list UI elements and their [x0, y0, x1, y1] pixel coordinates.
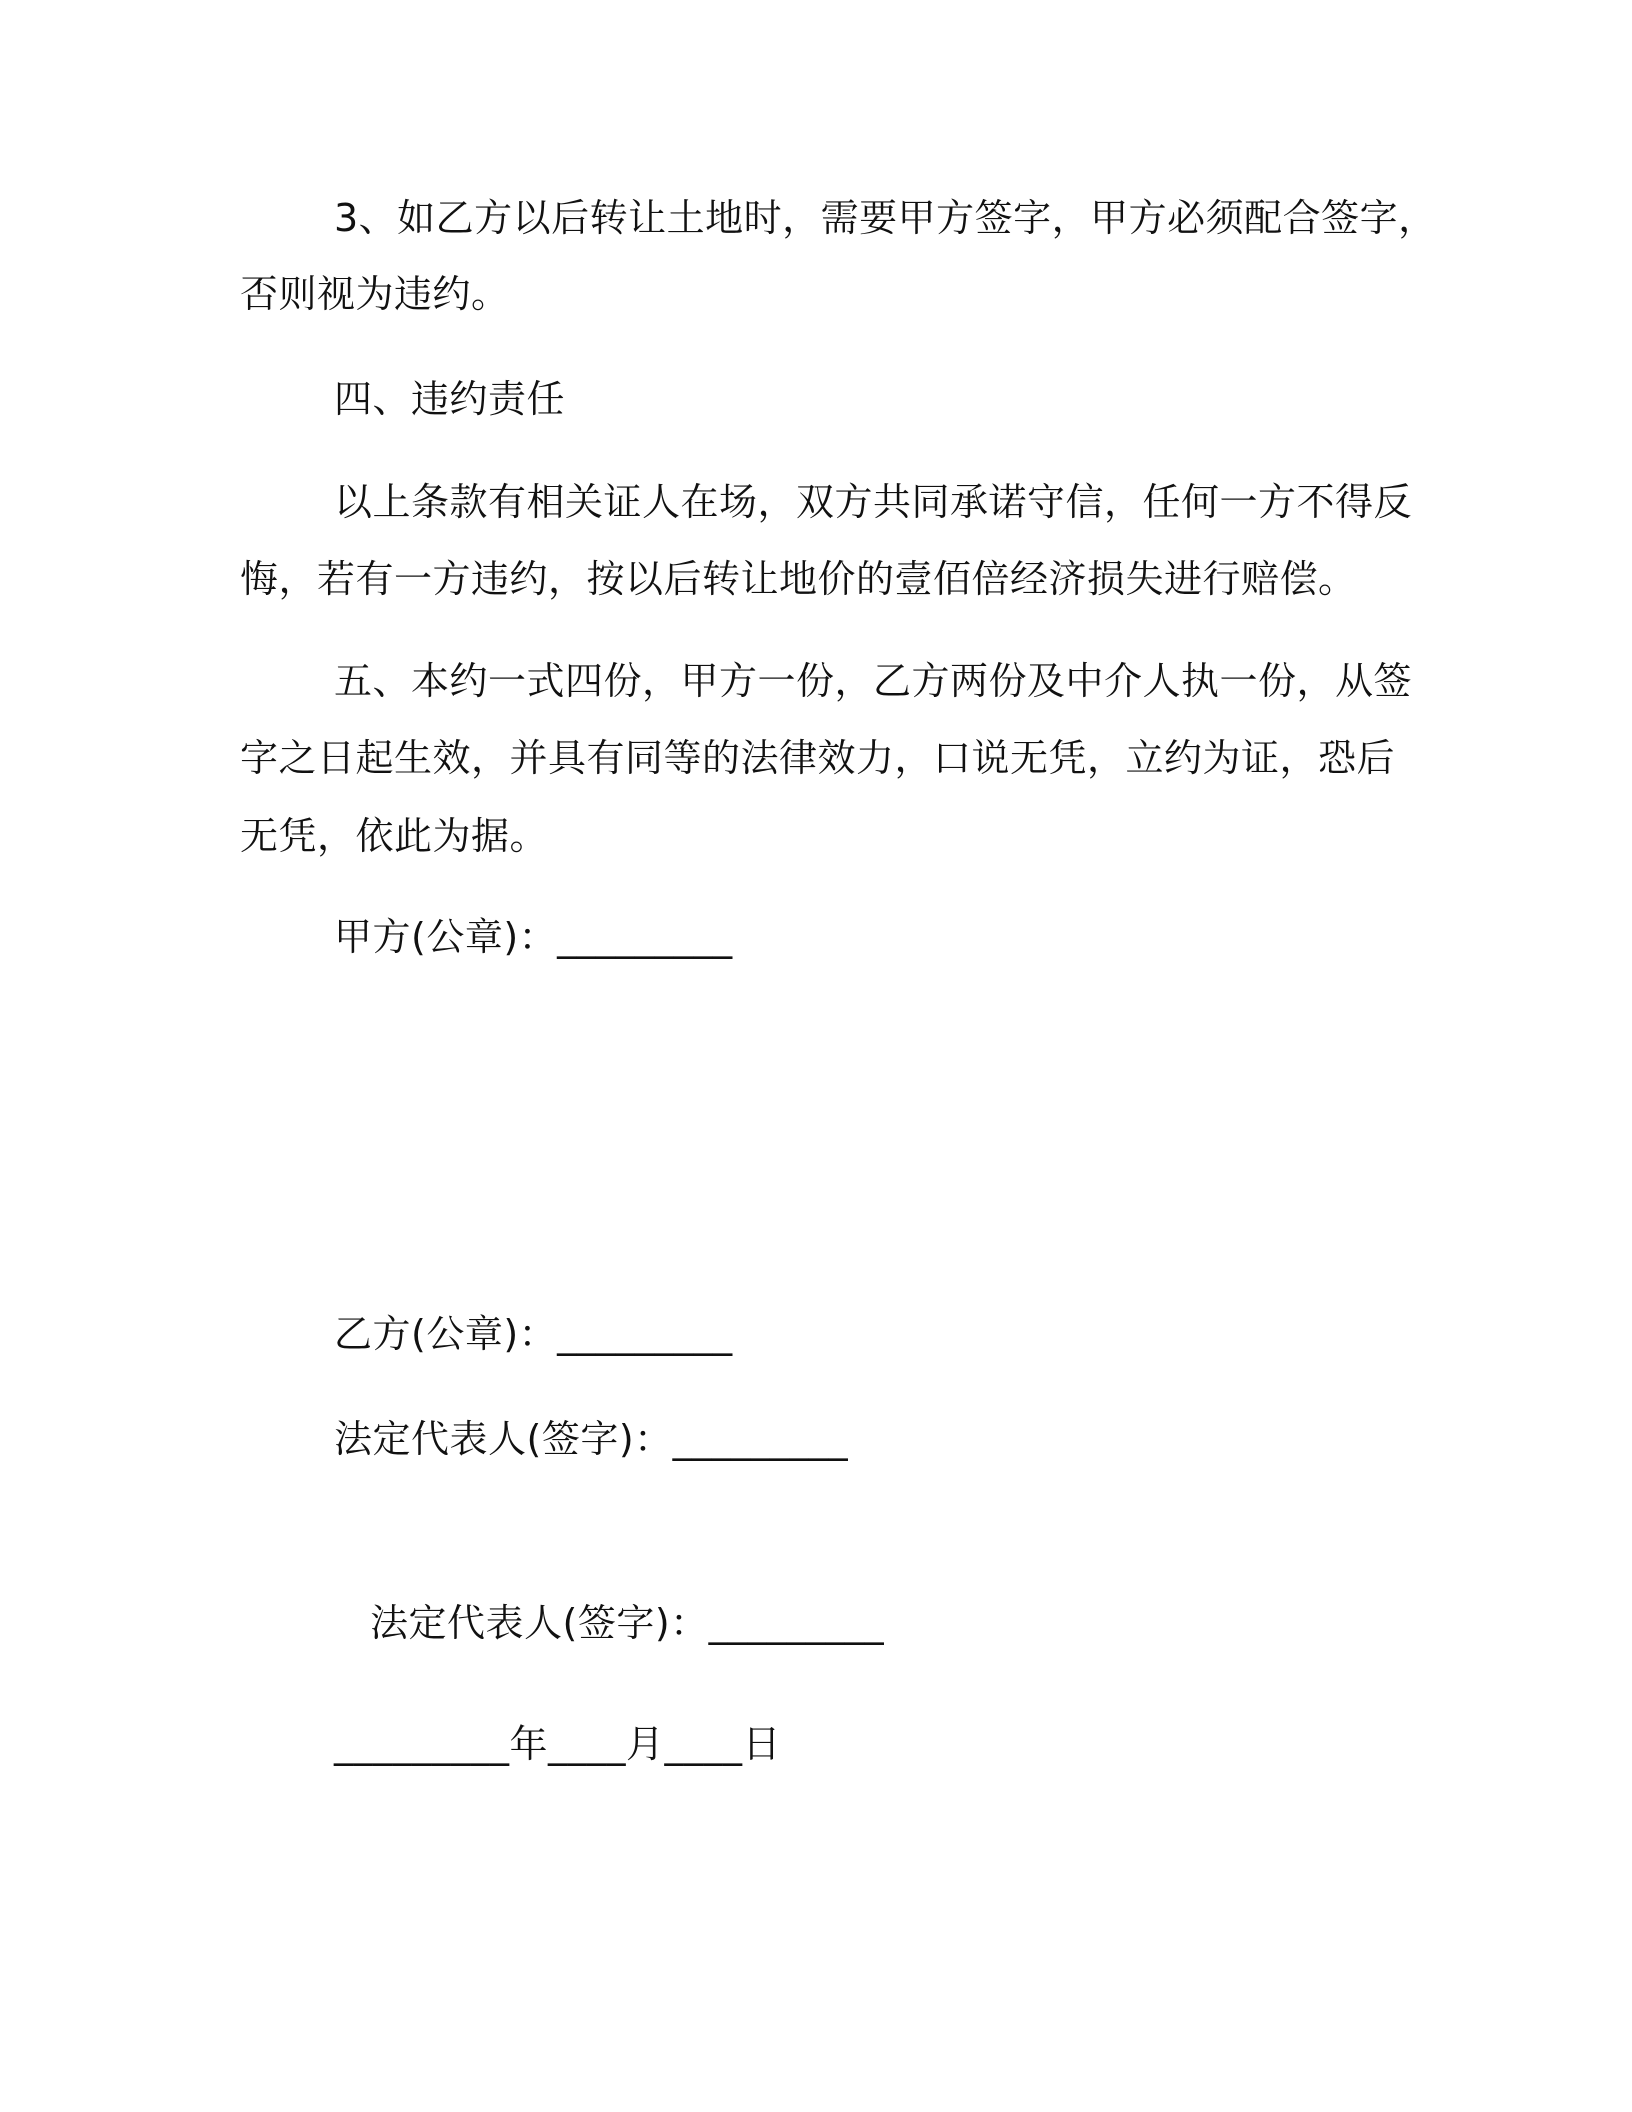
legal-rep-1-signature-line: 法定代表人(签字)：_________ — [334, 1417, 849, 1461]
party-b-signature-line: 乙方(公章)：_________ — [334, 1312, 733, 1356]
section5-line3: 无凭，依此为据。 — [240, 814, 549, 858]
clause3-line2: 否则视为违约。 — [240, 272, 510, 316]
section4-heading: 四、违约责任 — [334, 377, 566, 421]
party-a-signature-line: 甲方(公章)：_________ — [334, 915, 733, 959]
section4-para-line2: 悔，若有一方违约，按以后转让地价的壹佰倍经济损失进行赔偿。 — [240, 557, 1357, 601]
section5-line1: 五、本约一式四份，甲方一份，乙方两份及中介人执一份，从签 — [334, 659, 1413, 703]
date-line: _________年____月____日 — [334, 1722, 782, 1766]
section4-para-line1: 以上条款有相关证人在场，双方共同承诺守信，任何一方不得反 — [334, 480, 1413, 524]
legal-rep-2-signature-line: 法定代表人(签字)：_________ — [370, 1601, 885, 1645]
section5-line2: 字之日起生效，并具有同等的法律效力，口说无凭，立约为证，恐后 — [240, 736, 1396, 780]
clause3-line1: 3、如乙方以后转让土地时，需要甲方签字，甲方必须配合签字， — [334, 196, 1437, 240]
